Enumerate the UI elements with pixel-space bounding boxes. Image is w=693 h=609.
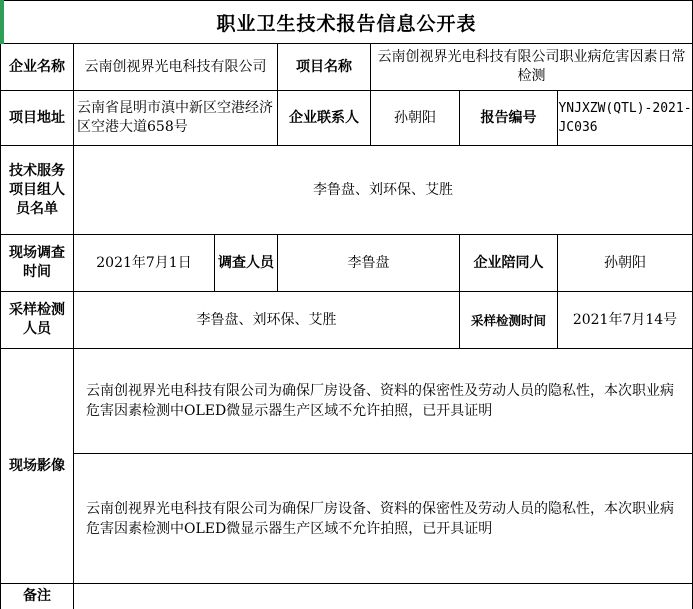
sampling-time-label: 采样检测时间 [460,292,558,349]
project-address-value: 云南省昆明市滇中新区空港经济区空港大道658号 [74,91,278,146]
surveyor-label: 调查人员 [215,235,278,292]
table-title: 职业卫生技术报告信息公开表 [0,0,693,44]
project-name-label: 项目名称 [278,44,371,91]
survey-time-label: 现场调查时间 [0,235,74,292]
company-contact-value: 孙朝阳 [371,91,460,146]
project-name-value: 云南创视界光电科技有限公司职业病危害因素日常检测 [371,44,693,91]
company-name-label: 企业名称 [0,44,74,91]
company-escort-value: 孙朝阳 [558,235,693,292]
site-images-note-1: 云南创视界光电科技有限公司为确保厂房设备、资料的保密性及劳动人员的隐私性，本次职业病危害因素检测中OLED微显示器生产区域不允许拍照，已开具证明 [74,349,693,454]
sampling-time-value: 2021年7月14号 [558,292,693,349]
tech-team-value: 李鲁盘、刘环保、艾胜 [74,146,693,235]
report-number-value: YNJXZW(QTL)-2021-JC036 [558,91,693,146]
remarks-label: 备注 [0,584,74,609]
report-number-label: 报告编号 [460,91,558,146]
title-accent-bar [0,0,4,44]
tech-team-label: 技术服务项目组人员名单 [0,146,74,235]
sampling-staff-value: 李鲁盘、刘环保、艾胜 [74,292,460,349]
survey-time-value: 2021年7月1日 [74,235,215,292]
site-images-note-2: 云南创视界光电科技有限公司为确保厂房设备、资料的保密性及劳动人员的隐私性，本次职业病危害因素检测中OLED微显示器生产区域不允许拍照，已开具证明 [74,454,693,584]
remarks-value [74,584,693,609]
company-contact-label: 企业联系人 [278,91,371,146]
surveyor-value: 李鲁盘 [278,235,460,292]
project-address-label: 项目地址 [0,91,74,146]
company-name-value: 云南创视界光电科技有限公司 [74,44,278,91]
sampling-staff-label: 采样检测人员 [0,292,74,349]
company-escort-label: 企业陪同人 [460,235,558,292]
site-images-label: 现场影像 [0,349,74,584]
